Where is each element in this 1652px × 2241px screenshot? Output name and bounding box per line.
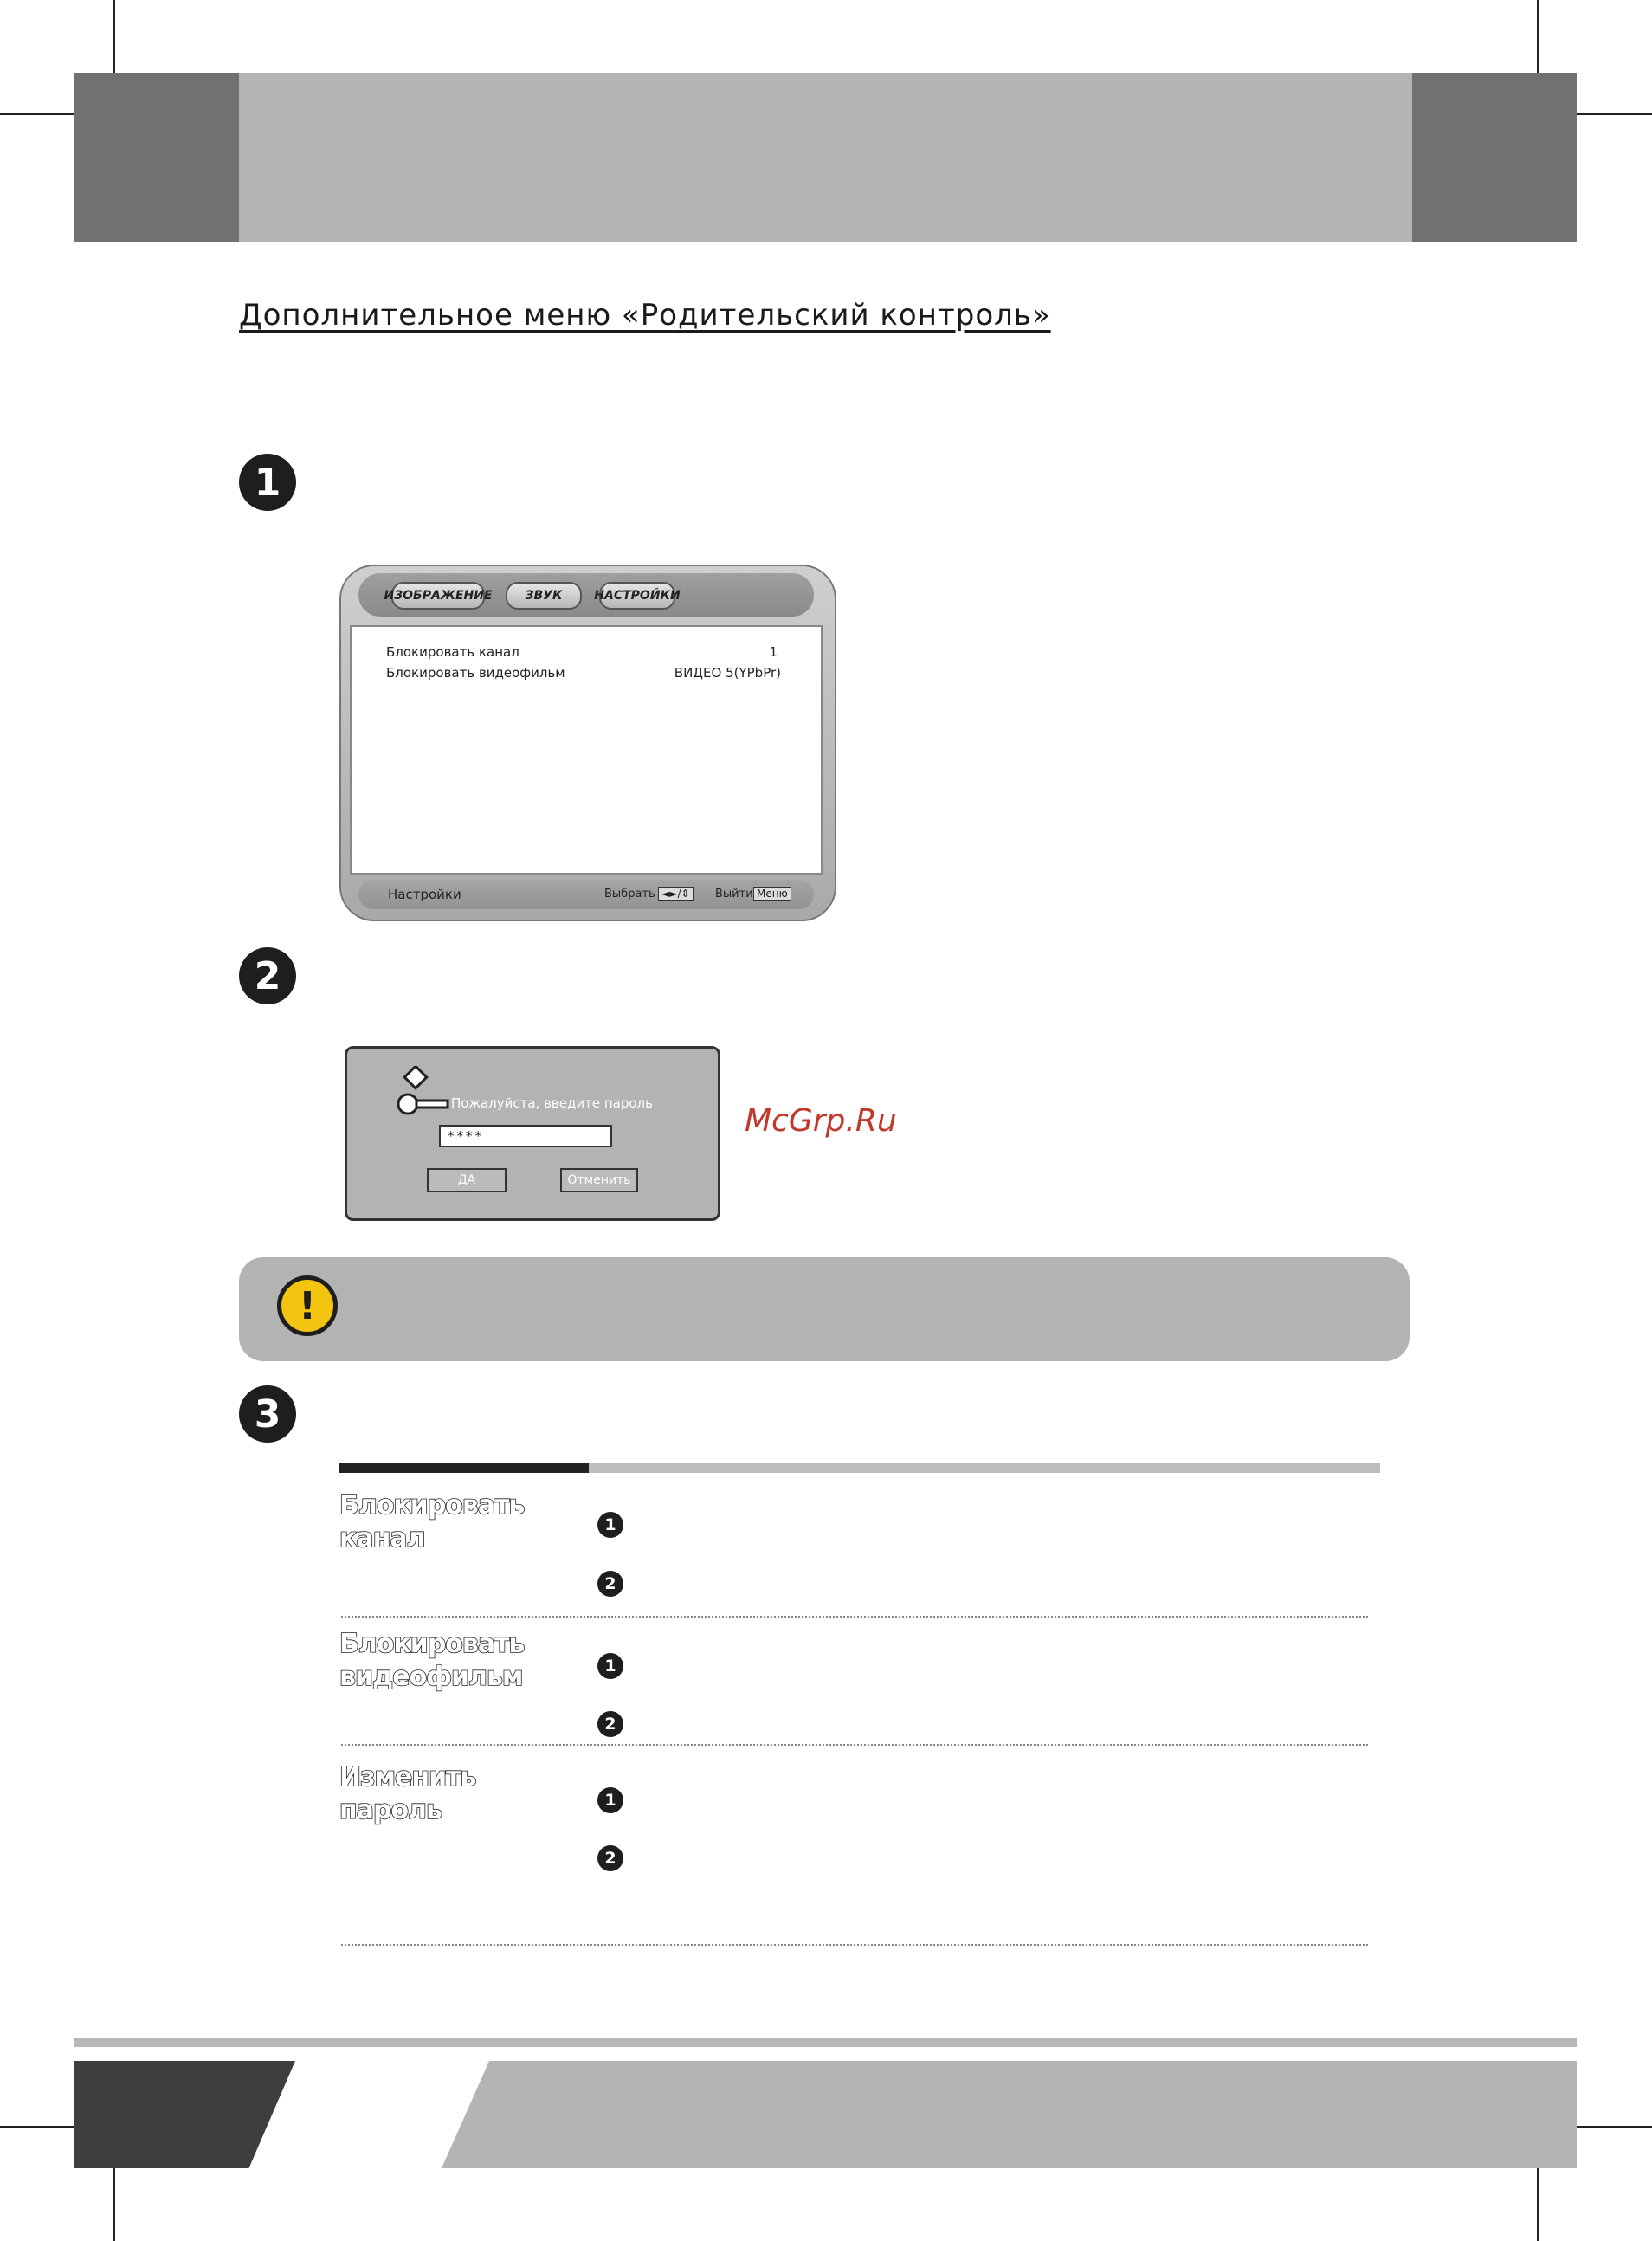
section-title: Дополнительное меню «Родительский контроль» (239, 298, 1051, 333)
password-prompt: Пожалуйста, введите пароль (451, 1095, 653, 1111)
option-title-lock-video (339, 1628, 525, 1694)
menu-value-lock-video: ВИДЕО 5(YPbPr) (674, 665, 781, 681)
tv-menu-content (350, 625, 823, 875)
row-divider (341, 1744, 1368, 1746)
header-block-center (239, 73, 1412, 242)
menu-row-lock-video[interactable]: Блокировать видеофильм (386, 665, 565, 681)
option-title-line: Блокировать (339, 1490, 525, 1521)
warning-note (239, 1257, 1410, 1361)
key-icon (396, 1066, 451, 1116)
list-item-badge: 1 (597, 1512, 623, 1538)
option-title-line: видеофильм (339, 1662, 523, 1692)
footer-rule (74, 2038, 1577, 2047)
option-title-change-password (339, 1761, 476, 1827)
table-header-bar (589, 1463, 1380, 1473)
step-badge-3: 3 (239, 1385, 296, 1443)
menu-value-lock-channel: 1 (769, 644, 778, 660)
cancel-button[interactable]: Отменить (560, 1168, 638, 1192)
table-header-bar (339, 1463, 589, 1473)
list-item-badge: 1 (597, 1653, 623, 1679)
header-block-right (1412, 73, 1577, 242)
arrow-keys-icon: ◄►/⇕ (658, 887, 694, 901)
row-divider (341, 1944, 1368, 1946)
tab-sound[interactable]: ЗВУК (506, 582, 582, 610)
password-dialog (345, 1046, 720, 1221)
row-divider (341, 1616, 1368, 1618)
option-title-lock-channel (339, 1489, 525, 1555)
option-title-line: канал (339, 1523, 425, 1553)
menu-row-lock-channel[interactable]: Блокировать канал (386, 644, 519, 660)
ok-button[interactable]: ДА (427, 1168, 507, 1192)
menu-footer-title: Настройки (388, 887, 461, 902)
footer-block-right (442, 2061, 1577, 2168)
option-title-line: пароль (339, 1795, 442, 1825)
option-title-line: Изменить (339, 1762, 476, 1792)
tv-menu-statusbar (358, 880, 814, 909)
list-item-badge: 2 (597, 1845, 623, 1871)
list-item-badge: 2 (597, 1711, 623, 1737)
list-item-badge: 2 (597, 1571, 623, 1597)
menu-key-icon: Меню (753, 887, 791, 901)
header-block-left (74, 73, 239, 242)
footer-block-left (74, 2061, 295, 2168)
tab-settings[interactable]: НАСТРОЙКИ (599, 582, 675, 610)
menu-footer-select: Выбрать (604, 888, 655, 901)
watermark: McGrp.Ru (745, 1103, 897, 1139)
tv-menu-screenshot (339, 565, 833, 918)
menu-footer-exit: Выйти (715, 888, 753, 901)
tab-image[interactable]: ИЗОБРАЖЕНИЕ (391, 582, 485, 610)
option-title-line: Блокировать (339, 1629, 525, 1659)
list-item-badge: 1 (597, 1787, 623, 1813)
step-badge-2: 2 (239, 947, 296, 1004)
password-input[interactable]: **** (439, 1125, 612, 1147)
step-badge-1: 1 (239, 454, 296, 511)
warning-icon: ! (277, 1275, 338, 1336)
